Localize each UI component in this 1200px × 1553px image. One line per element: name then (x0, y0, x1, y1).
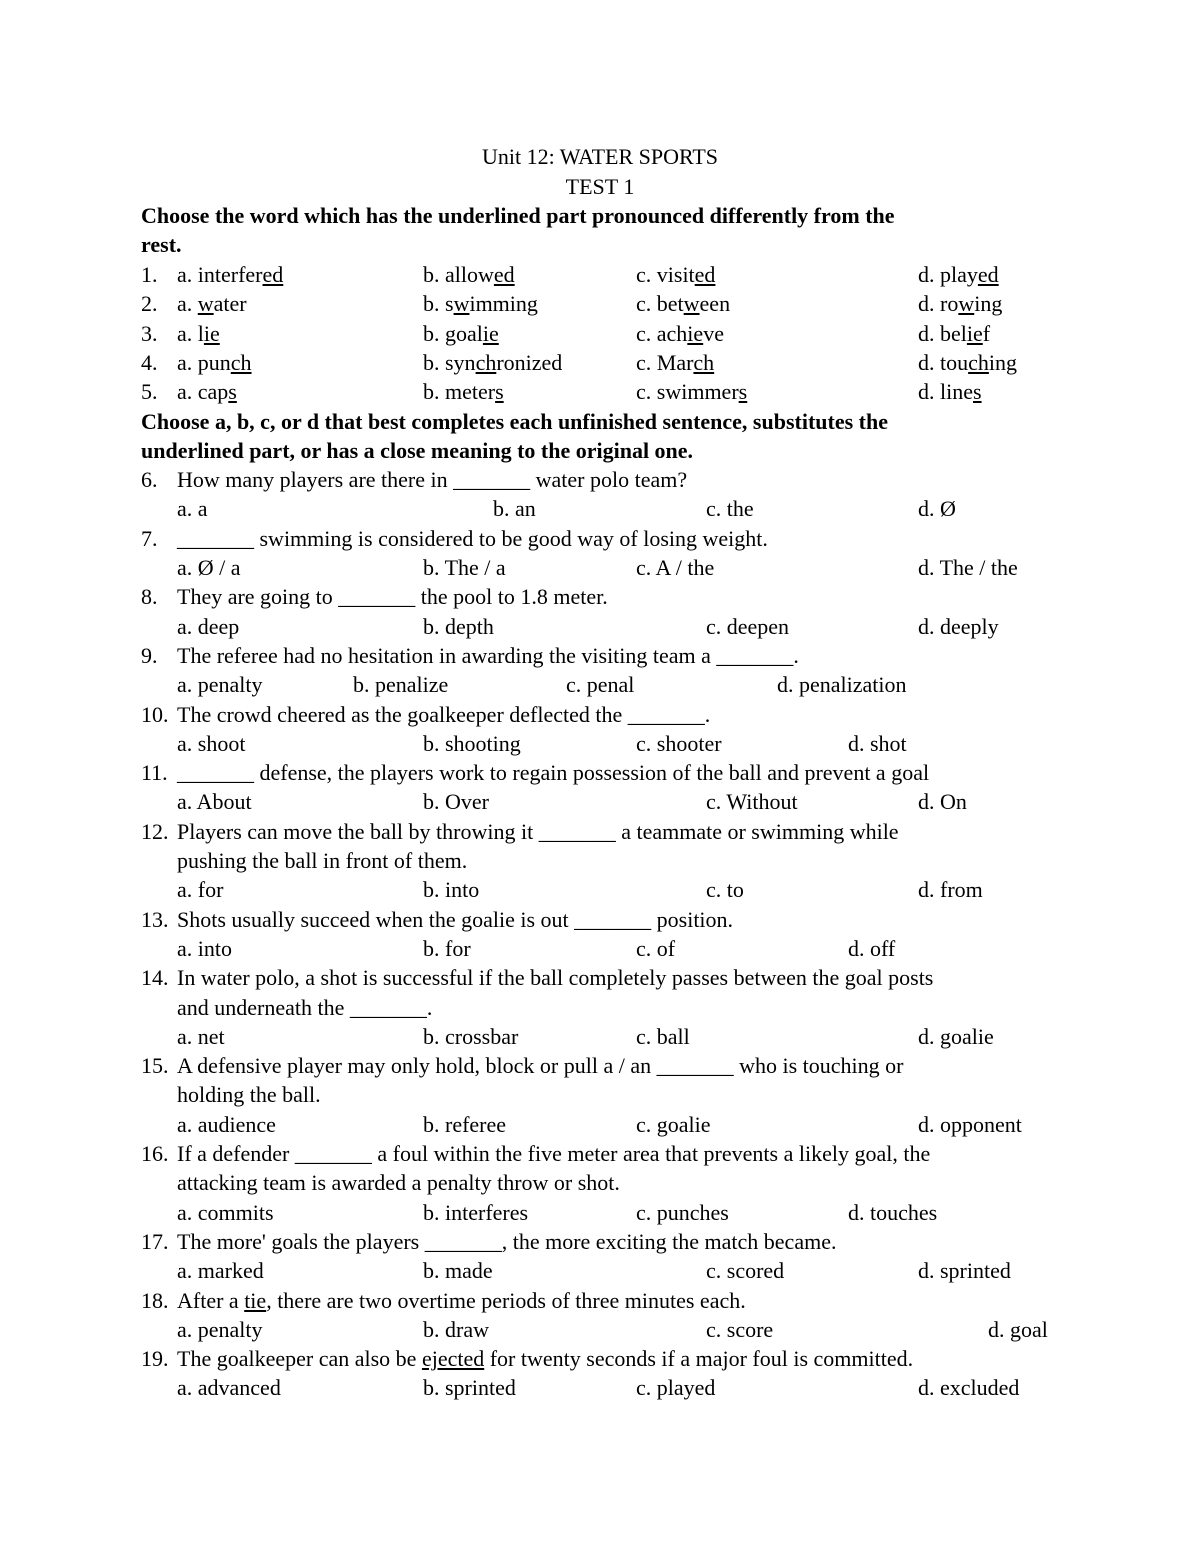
answer-option: c. of (636, 935, 676, 961)
answer-option: c. to (706, 877, 744, 903)
question-number: 12. (141, 818, 169, 844)
answer-option: c. punches (636, 1199, 729, 1225)
answer-option: b. into (423, 877, 480, 903)
option-text: b. allow (423, 262, 494, 287)
underlined-part: ie (203, 320, 220, 346)
option-text: d. tou (918, 349, 969, 375)
answer-option: c. goalie (636, 1111, 711, 1137)
answer-option: a. Ø / a (177, 555, 241, 580)
question-number: 15. (141, 1053, 169, 1079)
answer-option: a. penalty (177, 1316, 263, 1342)
option-text: b. meter (423, 379, 496, 405)
underlined-part: s (973, 379, 982, 405)
question-number: 2. (141, 291, 158, 317)
underlined-part: ch (693, 349, 715, 375)
answer-option: b. made (423, 1258, 493, 1284)
question-stem: _______ defense, the players work to regain possession of the ball and prevent a goal (177, 760, 930, 786)
option-text: een (699, 291, 731, 317)
answer-option: a. a (177, 496, 208, 522)
question-number: 6. (141, 467, 158, 493)
answer-option (636, 348, 714, 377)
answer-option (918, 348, 1017, 377)
underlined-part: s (228, 379, 237, 405)
answer-option: a. commits (177, 1199, 274, 1225)
answer-option: c. ball (636, 1023, 690, 1049)
answer-option (918, 377, 982, 406)
question-stem: They are going to _______ the pool to 1.8 meter. (177, 584, 608, 610)
answer-option: b. The / a (423, 555, 506, 580)
underlined-word: ejected (421, 1346, 485, 1372)
underlined-part: ed (694, 262, 716, 287)
question-number: 4. (141, 349, 158, 375)
question-stem: Players can move the ball by throwing it _______ a teammate or swimming while (177, 818, 899, 844)
answer-option: a. About (177, 789, 252, 815)
answer-option: b. penalize (353, 672, 449, 698)
underlined-part: ed (977, 262, 999, 287)
answer-option (423, 377, 504, 406)
option-text: a. l (177, 320, 204, 346)
answer-option (423, 348, 562, 377)
question-stem: holding the ball. (177, 1082, 321, 1108)
option-text: a. (177, 291, 198, 317)
question-number: 3. (141, 320, 158, 346)
answer-option: b. shooting (423, 730, 521, 756)
option-text: c. bet (636, 291, 684, 317)
option-text: c. Mar (636, 349, 694, 375)
answer-option: a. deep (177, 613, 240, 639)
question-number: 5. (141, 379, 158, 405)
answer-option: c. played (636, 1375, 716, 1401)
question-stem: The referee had no hesitation in awarding the visiting team a _______. (177, 642, 799, 668)
question-number: 13. (141, 906, 169, 932)
question-number: 8. (141, 584, 158, 610)
answer-option: b. an (493, 496, 536, 522)
option-text: ve (703, 320, 724, 346)
answer-option (423, 260, 515, 289)
answer-option (636, 289, 730, 318)
answer-option (636, 260, 715, 289)
underlined-part: ie (482, 320, 499, 346)
option-text: f (982, 320, 991, 346)
option-text: ing (988, 349, 1018, 375)
answer-option: d. excluded (918, 1375, 1020, 1401)
option-text: a. interfer (177, 262, 263, 287)
answer-option: b. crossbar (423, 1023, 519, 1049)
option-text: d. line (918, 379, 973, 405)
answer-option (636, 377, 747, 406)
question-number: 11. (141, 760, 168, 786)
answer-option (177, 348, 252, 377)
option-text: b. syn (423, 349, 476, 375)
underlined-part: s (495, 379, 504, 405)
question-number: 16. (141, 1141, 169, 1166)
option-text: ronized (496, 349, 563, 375)
question-stem: pushing the ball in front of them. (177, 848, 468, 873)
answer-option: b. draw (423, 1316, 489, 1342)
option-text: d. bel (918, 320, 967, 346)
stem-text: , there are two overtime periods of three minutes each. (266, 1287, 746, 1313)
answer-option: d. shot (848, 730, 907, 756)
answer-option: c. A / the (636, 555, 715, 580)
underlined-part: w (958, 291, 975, 317)
answer-option (918, 289, 1002, 318)
answer-option: c. penal (566, 672, 635, 698)
option-text: a. cap (177, 379, 229, 405)
underlined-part: ch (475, 349, 497, 375)
answer-option: c. deepen (706, 613, 790, 639)
question-number: 14. (141, 965, 169, 991)
option-text: c. ach (636, 320, 688, 346)
underlined-part: ie (966, 320, 983, 346)
stem-text: The goalkeeper can also be (177, 1346, 422, 1372)
question-stem (177, 1344, 913, 1373)
answer-option: a. audience (177, 1111, 276, 1137)
option-text: ater (213, 291, 247, 317)
option-text: a. pun (177, 349, 231, 375)
option-text: b. s (423, 291, 454, 317)
answer-option: a. advanced (177, 1375, 281, 1401)
answer-option: d. Ø (918, 496, 956, 522)
answer-option: a. into (177, 935, 232, 961)
option-text: c. swimmer (636, 379, 739, 405)
answer-option: a. for (177, 877, 224, 903)
question-number: 10. (141, 701, 169, 727)
answer-option: b. depth (423, 613, 494, 639)
answer-option (177, 260, 283, 289)
stem-text: for twenty seconds if a major foul is committed. (484, 1346, 914, 1372)
underlined-part: ed (493, 262, 515, 287)
answer-option: d. deeply (918, 613, 999, 639)
answer-option: c. the (706, 496, 754, 522)
answer-option: d. touches (848, 1199, 938, 1225)
underlined-part: w (197, 291, 214, 317)
option-text: b. goal (423, 320, 483, 346)
question-stem: The crowd cheered as the goalkeeper deflected the _______. (177, 701, 711, 727)
stem-text: After a (177, 1287, 245, 1313)
answer-option: d. On (918, 789, 967, 815)
option-text: d. play (918, 262, 978, 287)
answer-option (423, 289, 538, 318)
underlined-part: ed (262, 262, 284, 287)
answer-option: d. sprinted (918, 1258, 1011, 1284)
answer-option: d. penalization (777, 672, 907, 698)
answer-option: d. off (848, 935, 896, 961)
section2-instruction-cont: underlined part, or has a close meaning to the original one. (141, 437, 694, 463)
option-text: c. visit (636, 262, 695, 287)
answer-option: c. Without (706, 789, 798, 815)
answer-option: b. for (423, 935, 471, 961)
answer-option (918, 319, 990, 348)
answer-option: d. goalie (918, 1023, 994, 1049)
answer-option: a. net (177, 1023, 225, 1049)
question-stem (177, 1286, 746, 1315)
answer-option: a. penalty (177, 672, 263, 698)
question-stem: Shots usually succeed when the goalie is out _______ position. (177, 906, 734, 932)
question-stem: In water polo, a shot is successful if the ball completely passes between the goal posts (177, 965, 934, 991)
question-number: 9. (141, 642, 158, 668)
answer-option: c. shooter (636, 730, 722, 756)
answer-option: d. goal (988, 1316, 1048, 1342)
question-stem: _______ swimming is considered to be good way of losing weight. (177, 525, 768, 551)
option-text: ing (974, 291, 1003, 317)
answer-option: d. from (918, 877, 983, 903)
answer-option (918, 260, 999, 289)
underlined-part: w (683, 291, 700, 317)
underlined-part: ch (230, 349, 252, 375)
question-stem: A defensive player may only hold, block or pull a / an _______ who is touching or (177, 1053, 904, 1079)
page-title: Unit 12: WATER SPORTS (481, 144, 719, 169)
question-stem: attacking team is awarded a penalty throw or shot. (177, 1170, 620, 1196)
answer-option: c. scored (706, 1258, 785, 1284)
option-text: d. ro (918, 291, 959, 317)
answer-option (177, 289, 247, 318)
section1-instruction-cont: rest. (141, 232, 182, 257)
answer-option: b. referee (423, 1111, 507, 1137)
underlined-word: tie (244, 1287, 267, 1313)
answer-option: d. The / the (918, 555, 1018, 580)
option-text: imming (469, 291, 538, 317)
question-stem: The more' goals the players _______, the more exciting the match became. (177, 1228, 837, 1254)
question-stem: If a defender _______ a foul within the five meter area that prevents a likely goal, the (177, 1141, 931, 1166)
answer-option (177, 377, 237, 406)
answer-option (177, 319, 220, 348)
section2-instruction: Choose a, b, c, or d that best completes each unfinished sentence, substitutes the (141, 408, 888, 434)
question-number: 1. (141, 262, 158, 287)
answer-option (636, 319, 724, 348)
question-stem: and underneath the _______. (177, 994, 433, 1020)
question-number: 17. (141, 1228, 169, 1254)
question-number: 18. (141, 1287, 169, 1313)
question-number: 19. (141, 1346, 169, 1372)
answer-option: d. opponent (918, 1111, 1022, 1137)
page-subtitle: TEST 1 (565, 174, 635, 199)
section1-instruction: Choose the word which has the underlined part pronounced differently from the (141, 203, 895, 228)
underlined-part: s (738, 379, 748, 405)
answer-option: b. interferes (423, 1199, 529, 1225)
answer-option (423, 319, 499, 348)
answer-option: a. shoot (177, 730, 246, 756)
answer-option: c. score (706, 1316, 774, 1342)
underlined-part: ch (968, 349, 989, 375)
answer-option: a. marked (177, 1258, 264, 1284)
question-number: 7. (141, 525, 158, 551)
answer-option: b. Over (423, 789, 489, 815)
underlined-part: ie (687, 320, 704, 346)
answer-option: b. sprinted (423, 1375, 516, 1401)
question-stem: How many players are there in _______ water polo team? (177, 467, 688, 493)
underlined-part: w (453, 291, 470, 317)
